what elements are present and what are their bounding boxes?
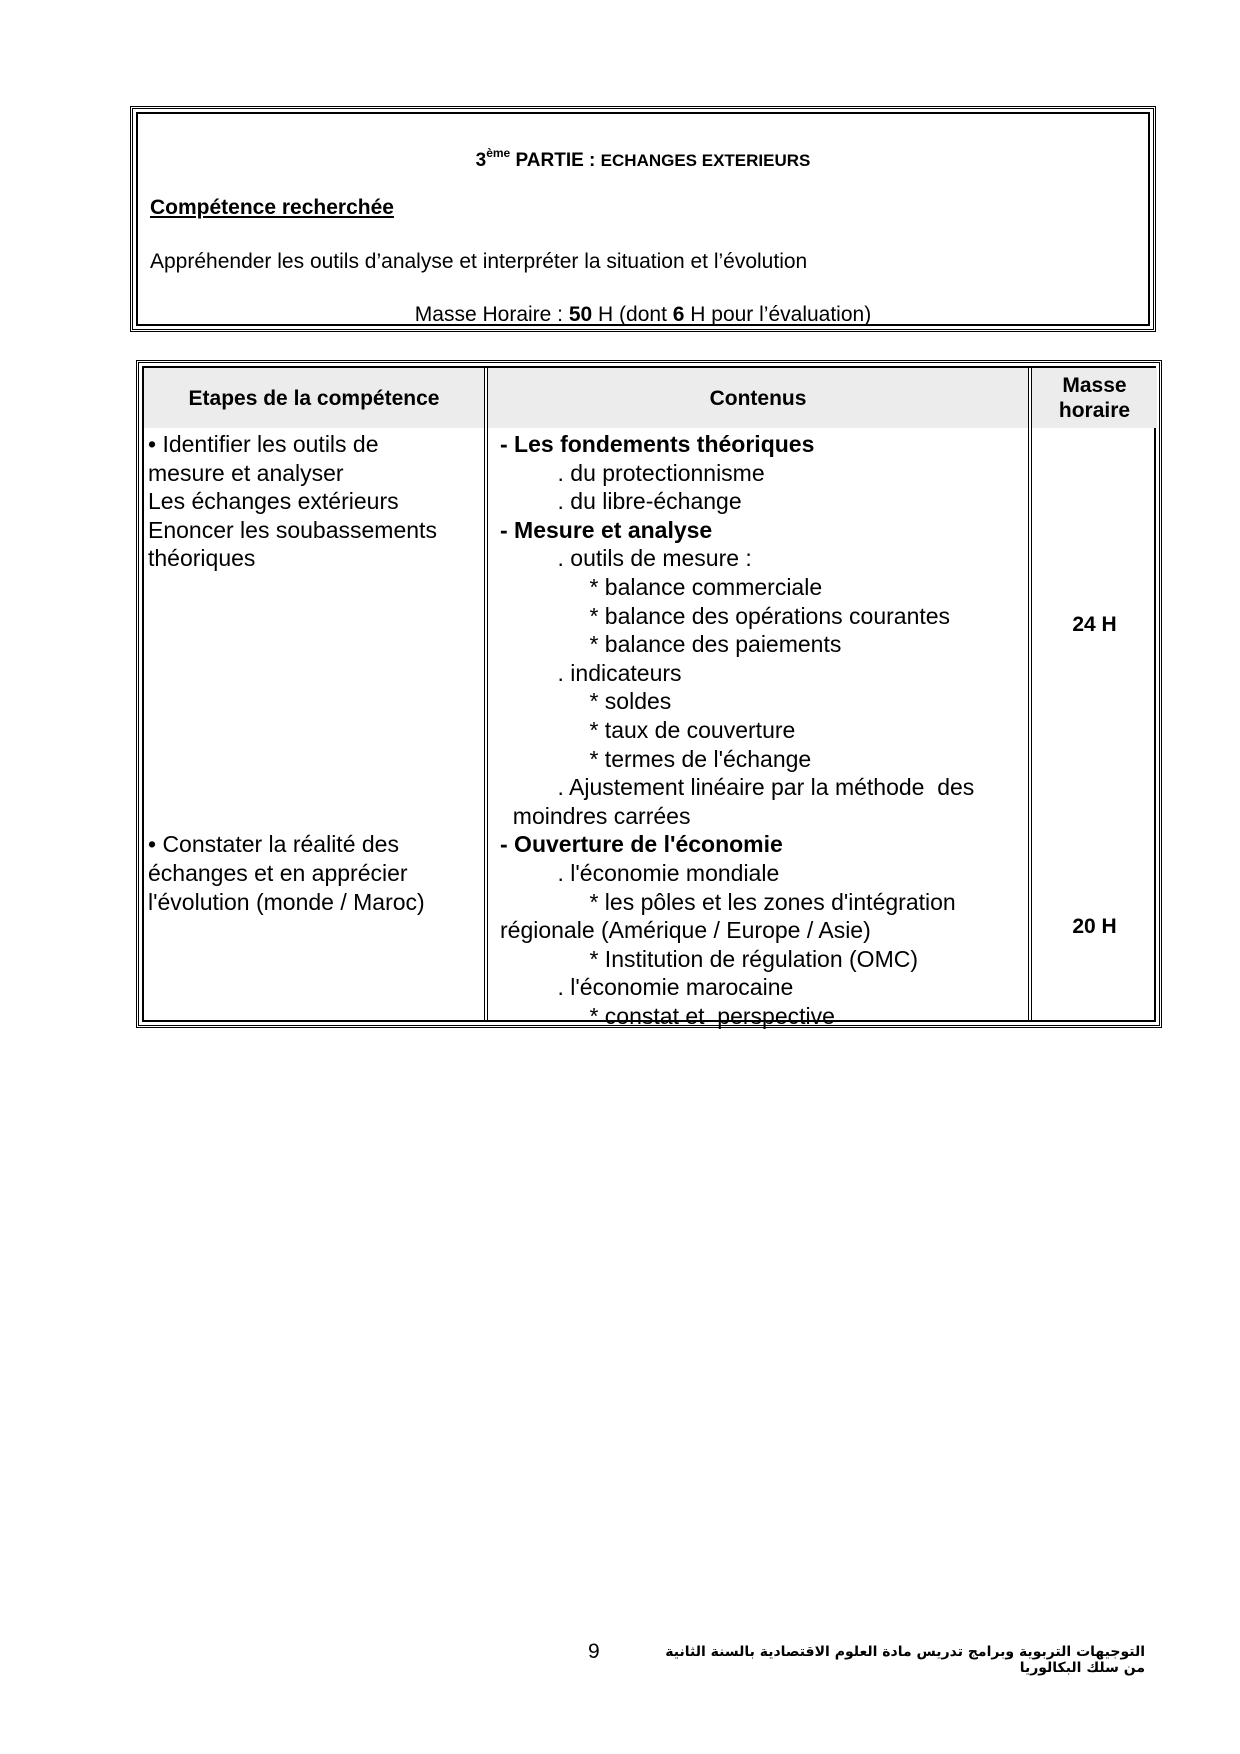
contenus-line: * Institution de régulation (OMC) (500, 945, 918, 972)
etapes-line (148, 602, 437, 631)
contenus-line: * taux de couverture (500, 716, 796, 743)
masse-suffix: H pour l’évaluation) (684, 303, 872, 326)
contenus-line: - Les fondements théoriques (500, 431, 815, 457)
etapes-line (148, 630, 437, 659)
contenus-line: * soldes (500, 688, 672, 715)
header-masse-line1: Masse (1062, 374, 1127, 397)
contenus-column (500, 430, 974, 1030)
section-header-box (130, 106, 1156, 332)
contenus-line: * termes de l'échange (500, 745, 812, 772)
section-header-inner (136, 112, 1150, 326)
etapes-line (148, 573, 437, 602)
contenus-line: . l'économie marocaine (500, 974, 794, 1001)
etapes-line: Enoncer les soubassements (148, 516, 437, 543)
etapes-line: mesure et analyser (148, 459, 344, 486)
header-masse-line2: horaire (1058, 399, 1131, 422)
etapes-line (148, 745, 437, 774)
part-subject: ECHANGES EXTERIEURS (600, 151, 811, 170)
etapes-line: l'évolution (monde / Maroc) (148, 888, 425, 915)
contenus-line: . outils de mesure : (500, 545, 752, 572)
masse-horaire-line (138, 303, 1148, 327)
footer-arabic-title: التوجيهات التربوية وبرامج تدريس مادة العلوم الاقتصادية بالسنة الثانية من سلك البكالوريا (665, 1644, 1145, 1676)
hours-block-1: 24 H (1072, 613, 1117, 636)
contenus-line: * balance commerciale (500, 573, 823, 600)
contenus-line: * constat et perspective (500, 1002, 835, 1029)
header-masse-horaire (1032, 368, 1157, 428)
contenus-line: . l'économie mondiale (500, 859, 780, 886)
competence-table (136, 360, 1162, 1028)
header-etapes: Etapes de la compétence (144, 368, 484, 428)
etapes-line: • Identifier les outils de (148, 431, 379, 457)
masse-eval: 6 (672, 303, 685, 326)
competence-text: Appréhender les outils d’analyse et interpréter la situation et l’évolution (150, 250, 808, 273)
part-number-superscript: ème (486, 146, 511, 160)
hours-block-2: 20 H (1072, 915, 1117, 938)
etapes-line: • Constater la réalité des (148, 831, 399, 858)
contenus-line: - Ouverture de l'économie (500, 831, 783, 858)
etapes-line (148, 802, 437, 831)
contenus-line: * les pôles et les zones d'intégration (500, 888, 956, 915)
contenus-line: * balance des opérations courantes (500, 602, 951, 629)
etapes-line: Les échanges extérieurs (148, 488, 399, 515)
contenus-line: . indicateurs (500, 659, 682, 686)
page-number: 9 (588, 1640, 600, 1663)
masse-prefix: Masse Horaire : (414, 303, 569, 326)
competence-label: Compétence recherchée (150, 196, 394, 219)
contenus-line: - Mesure et analyse (500, 516, 713, 543)
part-number: 3 (475, 150, 487, 171)
contenus-line: régionale (Amérique / Europe / Asie) (500, 917, 871, 944)
contenus-line: moindres carrées (500, 802, 691, 829)
part-title (138, 146, 1148, 172)
etapes-column (148, 430, 437, 916)
contenus-line: . du protectionnisme (500, 459, 765, 486)
contenus-line: * balance des paiements (500, 631, 842, 658)
masse-total: 50 (568, 303, 593, 326)
part-word: PARTIE : (515, 150, 596, 171)
contenus-line: . du libre-échange (500, 488, 742, 515)
masse-mid: H (dont (592, 303, 673, 326)
header-contenus: Contenus (488, 368, 1028, 428)
etapes-line: échanges et en apprécier (148, 859, 408, 886)
etapes-line (148, 773, 437, 802)
etapes-line (148, 659, 437, 688)
etapes-line (148, 687, 437, 716)
contenus-line: . Ajustement linéaire par la méthode des (500, 774, 975, 801)
etapes-line: théoriques (148, 545, 256, 572)
column-divider-1 (484, 368, 488, 1020)
competence-table-inner (142, 366, 1156, 1029)
etapes-line (148, 716, 437, 745)
